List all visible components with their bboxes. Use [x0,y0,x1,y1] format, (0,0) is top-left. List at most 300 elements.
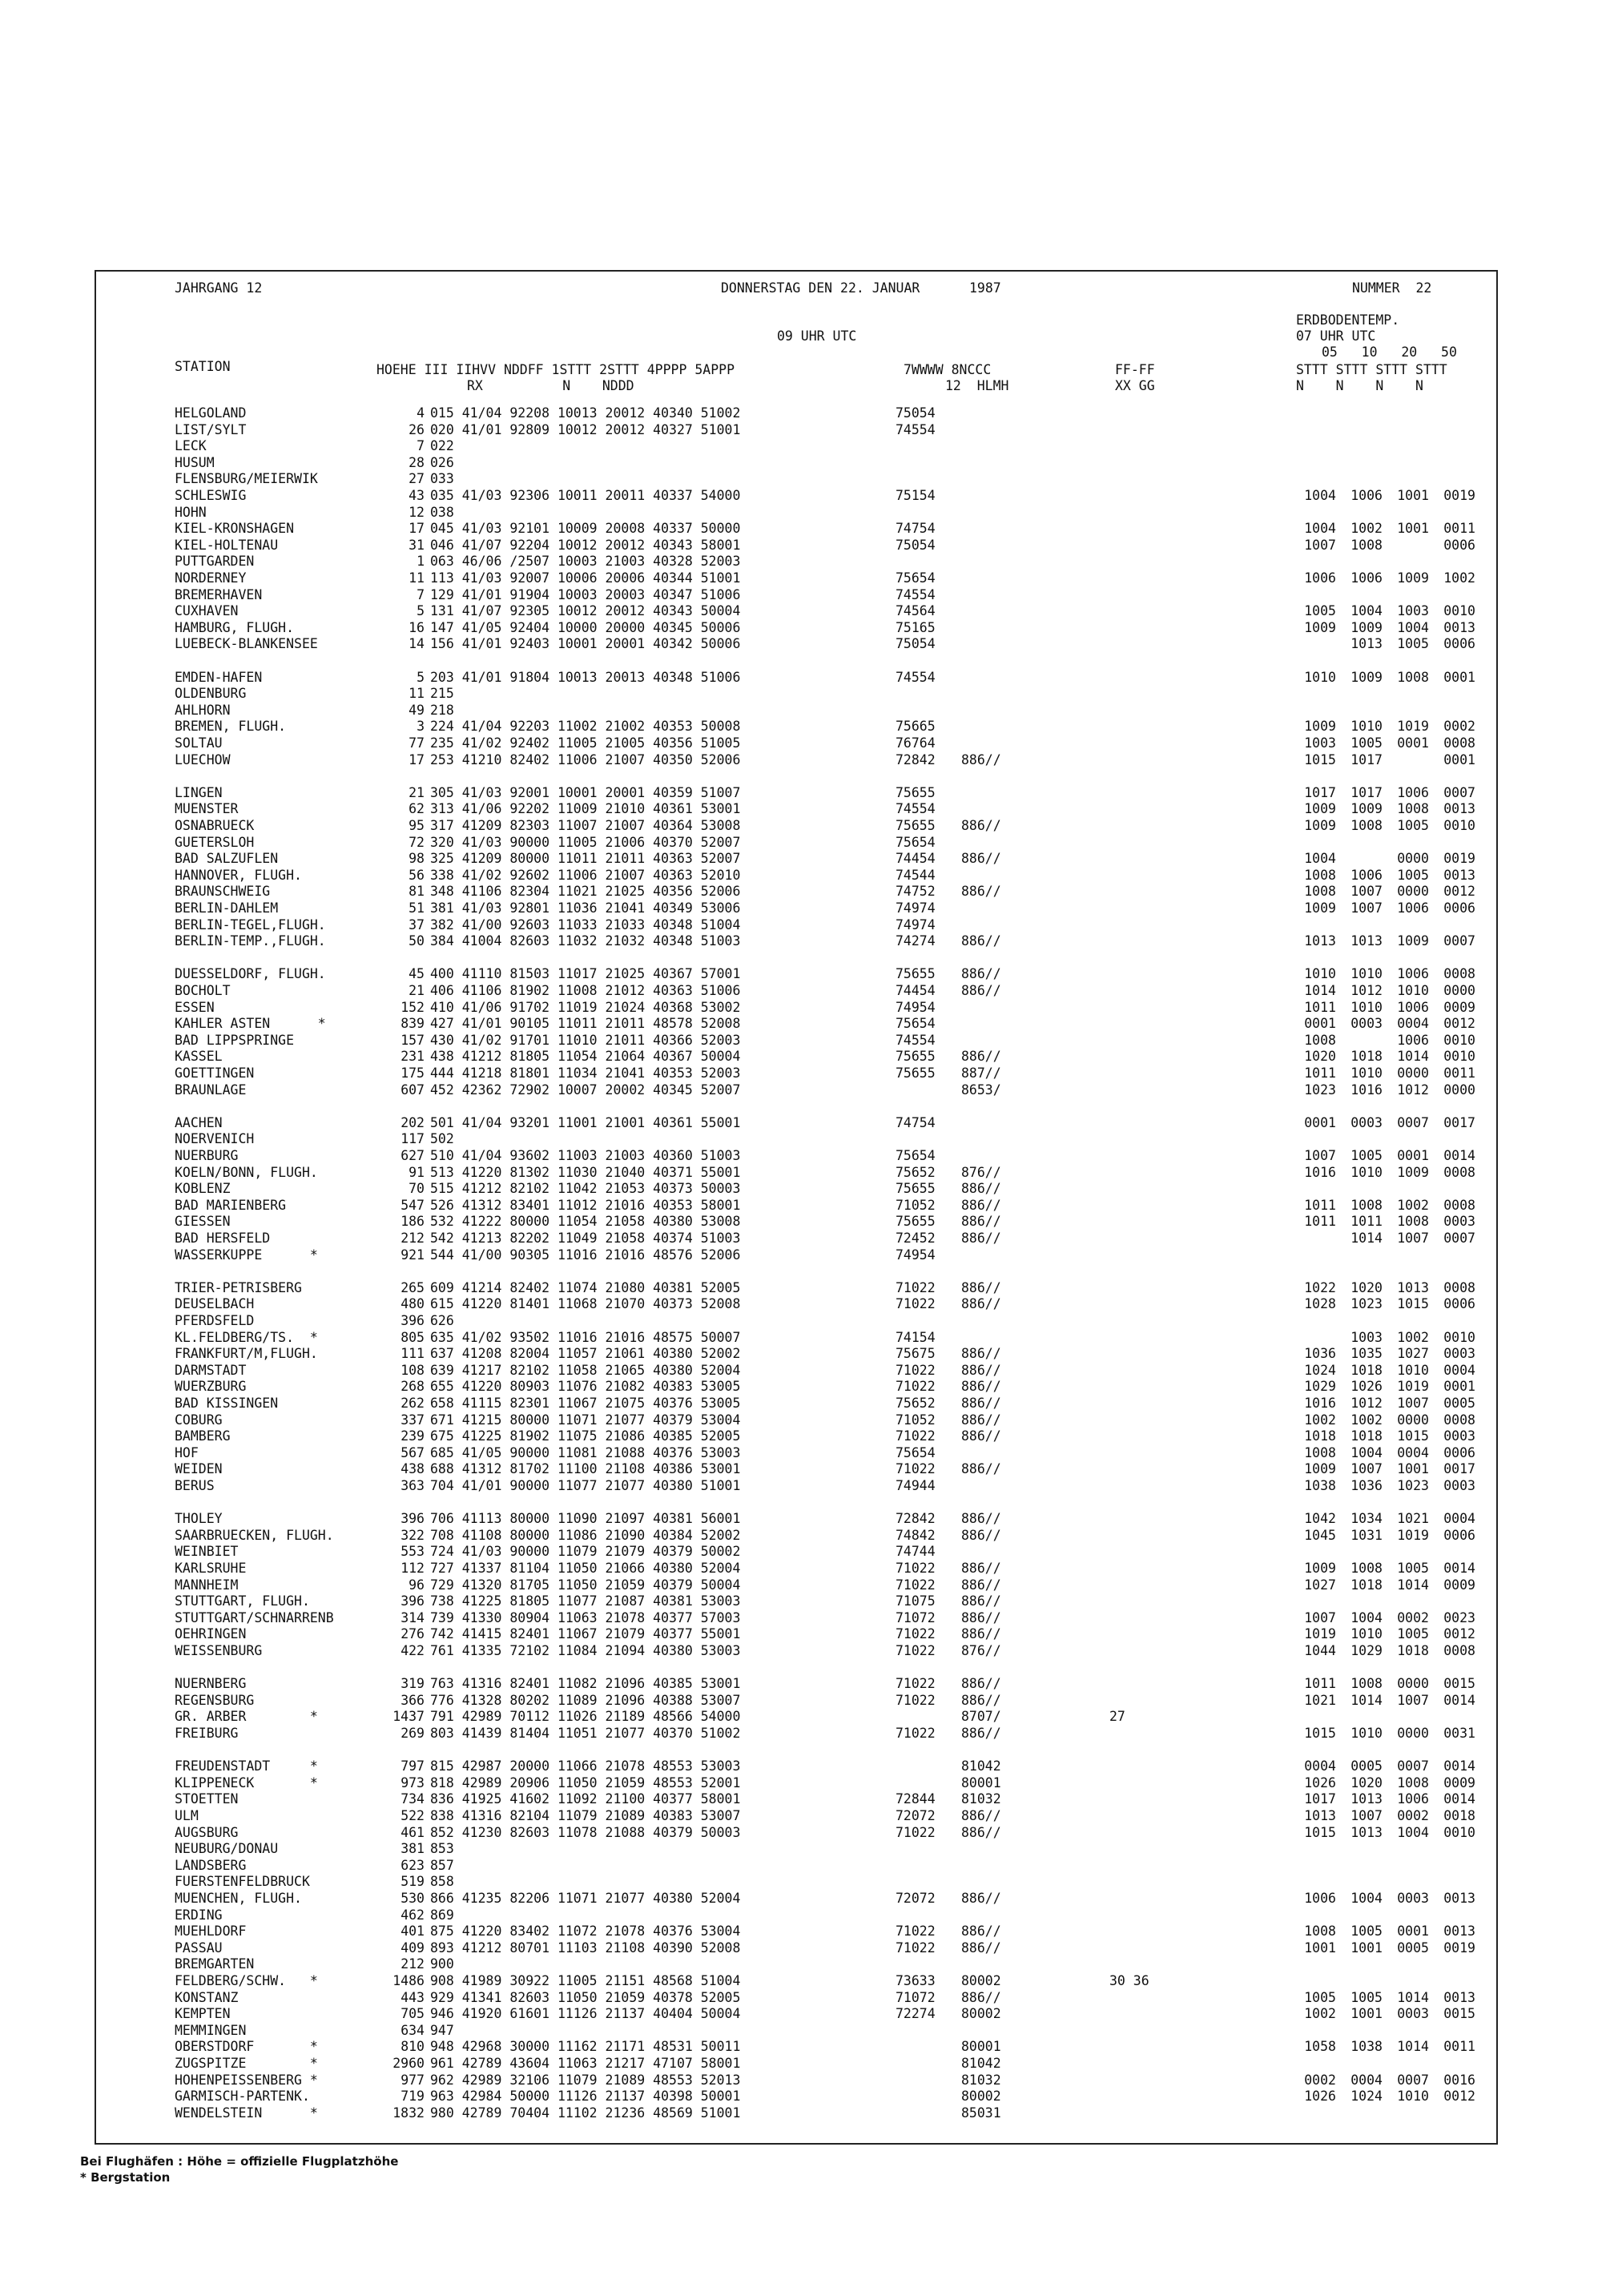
table-row [0,884,1602,900]
table-row [0,1874,1602,1890]
cloud-group: 80002 [961,1973,1001,1988]
soil-temp-20: 1005 [1397,867,1429,883]
weather-group: 74974 [896,900,936,916]
table-row [0,1033,1602,1049]
soil-temp-10: 1007 [1350,1461,1383,1477]
weather-group: 72072 [896,1891,936,1906]
station-name: BAD SALZUFLEN [175,851,279,867]
cloud-group: 80002 [961,2006,1001,2022]
station-height: 186 [400,1214,425,1230]
soil-temp-50: 0000 [1443,983,1475,998]
station-height: 401 [400,1923,425,1940]
soil-temp-50: 0013 [1443,619,1475,635]
soil-temp-20: 0004 [1397,1444,1429,1460]
cloud-group: 886// [961,1197,1001,1213]
station-height: 719 [400,2089,425,2105]
soil-temp-50: 0010 [1443,1824,1475,1840]
soil-temp-50: 0006 [1443,1444,1475,1460]
weather-group: 74754 [896,1114,936,1130]
obs-time: 09 UHR UTC [777,328,857,344]
cloud-group: 886// [961,1593,1001,1609]
station-height: 157 [400,1032,425,1048]
soil-temp-05: 1038 [1304,1478,1336,1493]
weather-group: 74754 [896,521,936,537]
table-row [0,488,1602,504]
station-name: REGENSBURG [175,1692,255,1708]
soil-temp-10: 1018 [1350,1428,1383,1444]
soil-temp-20: 1014 [1397,1989,1429,2005]
soil-temp-05: 1015 [1304,751,1336,767]
soil-temp-50: 0015 [1443,1676,1475,1692]
soil-temp-50: 0006 [1443,1527,1475,1543]
station-name: MEMMINGEN [175,2022,247,2038]
cloud-group: 81032 [961,2072,1001,2088]
station-height: 623 [400,1857,425,1873]
station-name: ERDING [175,1907,223,1923]
synop-groups: 156 41/01 92403 10001 20001 40342 50006 [430,636,741,652]
table-row [0,1049,1602,1065]
station-height: 31 [409,537,425,553]
station-height: 443 [400,1989,425,2005]
code-subheader: RX N NDDD [467,378,634,393]
soil-temp-20: 1007 [1397,1231,1429,1246]
weather-group: 71022 [896,1461,936,1477]
soil-temp-50: 0006 [1443,537,1475,553]
soil-temp-20: 0000 [1397,1726,1429,1741]
synop-groups: 818 42989 20906 11050 21059 48553 52001 [430,1774,741,1790]
station-name: PFERDSFELD [175,1313,255,1328]
table-row [0,505,1602,521]
table-row [0,1181,1602,1197]
cloud-group: 886// [961,1577,1001,1593]
soil-temp-20: 1010 [1397,1362,1429,1378]
soil-temp-05: 1011 [1304,1197,1336,1213]
station-height: 519 [400,1874,425,1890]
synop-groups: 313 41/06 92202 11009 21010 40361 53001 [430,801,741,817]
soil-temp-10: 1018 [1350,1362,1383,1378]
station-header: STATION [175,359,231,374]
station-name: BAMBERG [175,1428,231,1444]
cloud-group: 81042 [961,1758,1001,1774]
synop-groups: 131 41/07 92305 10012 20012 40343 50004 [430,603,741,619]
footnote-mountain: * Bergstation [80,2170,171,2185]
soil-temp-05: 1023 [1304,1082,1336,1098]
synop-groups: 129 41/01 91904 10003 20003 40347 51006 [430,586,741,602]
soil-temp-50: 0006 [1443,1296,1475,1312]
station-name: FUERSTENFELDBRUCK [175,1874,310,1890]
code-header: HOEHE III IIHVV NDDFF 1STTT 2STTT 4PPPP 5APPP [376,362,735,377]
station-height: 1832 [392,2105,425,2121]
station-height: 72 [409,834,425,850]
soil-temp-50: 0003 [1443,1428,1475,1444]
station-height: 276 [400,1626,425,1642]
station-height: 268 [400,1379,425,1395]
table-row [0,735,1602,751]
station-name: KIEL-HOLTENAU [175,537,279,553]
soil-temp-50: 0005 [1443,1396,1475,1411]
soil-temp-50: 0001 [1443,751,1475,767]
soil-temp-20: 1014 [1397,2039,1429,2055]
soil-temp-20: 1007 [1397,1692,1429,1708]
soil-temp-20: 1009 [1397,570,1429,586]
table-row [0,1775,1602,1791]
soil-temp-20: 1002 [1397,1329,1429,1345]
soil-temp-20: 1005 [1397,818,1429,833]
station-name: BREMERHAVEN [175,586,263,602]
synop-groups: 452 42362 72902 10007 20002 40345 52007 [430,1082,741,1098]
table-row [0,1231,1602,1247]
soil-temp-10: 1006 [1350,570,1383,586]
station-name: WEISSENBURG [175,1643,263,1658]
synop-groups: 742 41415 82401 11067 21079 40377 55001 [430,1626,741,1642]
table-row [0,1000,1602,1016]
soil-temp-50: 0000 [1443,1082,1475,1098]
station-height: 98 [409,851,425,867]
soil-temp-05: 1011 [1304,1214,1336,1230]
station-name: AUGSBURG [175,1824,239,1840]
soil-temp-05: 1027 [1304,1577,1336,1593]
soil-temp-50: 0014 [1443,1561,1475,1576]
table-row [0,1346,1602,1362]
soil-temp-05: 1004 [1304,851,1336,867]
soil-temp-50: 0013 [1443,801,1475,817]
soil-temp-50: 0015 [1443,2006,1475,2022]
station-name: SOLTAU [175,735,223,751]
soil-temp-05: 1022 [1304,1279,1336,1295]
soil-temp-05: 1009 [1304,619,1336,635]
synop-groups: 410 41/06 91702 11019 21024 40368 53002 [430,999,741,1015]
cloud-group: 886// [961,1346,1001,1362]
soil-temp-05: 0002 [1304,2072,1336,2088]
soil-temp-05: 1005 [1304,603,1336,619]
station-height: 977 [400,2072,425,2088]
soil-temp-50: 0011 [1443,1065,1475,1081]
station-name: KIEL-KRONSHAGEN [175,521,295,537]
wx-header: 7WWWW 8NCCC [904,362,992,377]
station-height: 705 [400,2006,425,2022]
table-row [0,1643,1602,1659]
soil-temp-20: 1006 [1397,1032,1429,1048]
station-height: 422 [400,1643,425,1658]
synop-groups: 852 41230 82603 11078 21088 40379 50003 [430,1824,741,1840]
soil-temp-20: 1018 [1397,1643,1429,1658]
station-name: STUTTGART, FLUGH. [175,1593,310,1609]
station-height: 5 [417,669,425,685]
soil-temp-50: 0011 [1443,2039,1475,2055]
soil-temp-20: 1005 [1397,1561,1429,1576]
station-height: 269 [400,1726,425,1741]
soil-temp-10: 1003 [1350,1329,1383,1345]
synop-groups: 038 [430,504,454,520]
cloud-group: 886// [961,1428,1001,1444]
synop-groups: 961 42789 43604 11063 21217 47107 58001 [430,2056,741,2071]
station-name: WUERZBURG [175,1379,247,1395]
synop-groups: 348 41106 82304 11021 21025 40356 52006 [430,884,741,900]
synop-groups: 857 [430,1857,454,1873]
soil-temp-20: 0002 [1397,1609,1429,1625]
synop-groups: 501 41/04 93201 11001 21001 40361 55001 [430,1114,741,1130]
station-name: MANNHEIM [175,1577,239,1593]
table-row [0,1214,1602,1230]
weather-group: 71052 [896,1197,936,1213]
synop-groups: 708 41108 80000 11086 21090 40384 52002 [430,1527,741,1543]
table-row [0,620,1602,636]
table-row [0,1428,1602,1444]
soil-temp-20: 1003 [1397,603,1429,619]
synop-groups: 688 41312 81702 11100 21108 40386 53001 [430,1461,741,1477]
weather-group: 71072 [896,1989,936,2005]
synop-groups: 704 41/01 90000 11077 21077 40380 51001 [430,1478,741,1493]
station-height: 81 [409,884,425,900]
soil-temp-20: 1023 [1397,1478,1429,1493]
weather-group: 71022 [896,1692,936,1708]
synop-groups: 033 [430,471,454,487]
cloud-group: 876// [961,1164,1001,1180]
soil-temp-05: 1013 [1304,1808,1336,1823]
weather-group: 75654 [896,1148,936,1163]
station-name: GR. ARBER * [175,1709,318,1725]
station-name: HOHENPEISSENBERG * [175,2072,318,2088]
station-height: 56 [409,867,425,883]
table-row [0,851,1602,867]
soil-temp-10: 1036 [1350,1478,1383,1493]
soil-temp-05: 1006 [1304,1891,1336,1906]
soil-temp-10: 1024 [1350,2089,1383,2105]
cloud-group: 80002 [961,2089,1001,2105]
table-row [0,1726,1602,1742]
cloud-group: 886// [961,1412,1001,1428]
table-row [0,405,1602,421]
table-row [0,1891,1602,1907]
weather-group: 75054 [896,537,936,553]
station-height: 7 [417,586,425,602]
table-row [0,1165,1602,1181]
soil-temp-50: 0009 [1443,999,1475,1015]
synop-groups: 063 46/06 /2507 10003 21003 40328 52003 [430,554,741,570]
station-name: ESSEN [175,999,215,1015]
station-height: 96 [409,1577,425,1593]
weather-group: 74954 [896,999,936,1015]
soil-temp-20: 0003 [1397,2006,1429,2022]
station-height: 396 [400,1511,425,1527]
station-height: 337 [400,1412,425,1428]
soil-temp-10: 1018 [1350,1577,1383,1593]
soil-temp-50: 0004 [1443,1511,1475,1527]
cloud-group: 886// [961,1940,1001,1956]
soil-temp-20: 0000 [1397,1412,1429,1428]
soil-temp-05: 0004 [1304,1758,1336,1774]
cloud-group: 886// [961,1279,1001,1295]
station-height: 839 [400,1016,425,1032]
table-row [0,455,1602,471]
table-row [0,521,1602,537]
table-row [0,1940,1602,1956]
soil-temp-05: 1058 [1304,2039,1336,2055]
table-row [0,670,1602,686]
table-row [0,603,1602,619]
soil-temp-20: 0007 [1397,1114,1429,1130]
weather-group: 75655 [896,1181,936,1197]
station-name: KASSEL [175,1049,223,1065]
cloud-group: 886// [961,1511,1001,1527]
soil-temp-20: 0004 [1397,1016,1429,1032]
weather-group: 71022 [896,1577,936,1593]
synop-groups: 869 [430,1907,454,1923]
station-name: LECK [175,438,207,454]
wind-subheader: XX GG [1115,378,1155,393]
soil-temp-10: 1026 [1350,1379,1383,1395]
station-name: DUESSELDORF, FLUGH. [175,966,326,982]
weather-group: 72072 [896,1808,936,1823]
station-name: WASSERKUPPE * [175,1247,318,1263]
table-row [0,2105,1602,2121]
cloud-group: 886// [961,1049,1001,1065]
synop-groups: 438 41212 81805 11054 21064 40367 50004 [430,1049,741,1065]
soil-temp-50: 0004 [1443,1362,1475,1378]
wind-gust: 30 36 [1109,1973,1149,1988]
weather-group: 72452 [896,1231,936,1246]
soil-temp-10: 1013 [1350,636,1383,652]
soil-temp-10: 1005 [1350,1148,1383,1163]
soil-temp-50: 0002 [1443,719,1475,735]
soil-temp-05: 1008 [1304,867,1336,883]
station-height: 530 [400,1891,425,1906]
station-height: 567 [400,1444,425,1460]
table-row [0,703,1602,719]
soil-temp-20: 1001 [1397,1461,1429,1477]
synop-groups: 046 41/07 92204 10012 20012 40343 58001 [430,537,741,553]
soil-temp-50: 0007 [1443,784,1475,800]
synop-groups: 963 42984 50000 11126 21137 40398 50001 [430,2089,741,2105]
cloud-group: 886// [961,983,1001,998]
wind-gust: 27 [1109,1709,1125,1725]
soil-temp-20: 1007 [1397,1396,1429,1411]
soil-temp-20: 1006 [1397,966,1429,982]
station-name: NOERVENICH [175,1131,255,1147]
station-height: 607 [400,1082,425,1098]
soil-temp-50: 0006 [1443,900,1475,916]
soil-temp-10: 1008 [1350,1676,1383,1692]
soil-temp-05: 1018 [1304,1428,1336,1444]
synop-groups: 235 41/02 92402 11005 21005 40356 51005 [430,735,741,751]
soil-temp-50: 0010 [1443,818,1475,833]
table-row [0,1280,1602,1296]
station-height: 49 [409,702,425,718]
weather-group: 71052 [896,1412,936,1428]
soil-temp-10: 1014 [1350,1692,1383,1708]
weather-group: 74454 [896,851,936,867]
synop-groups: 675 41225 81902 11075 21086 40385 52005 [430,1428,741,1444]
soil-temp-20: 1019 [1397,1379,1429,1395]
weather-group: 74554 [896,669,936,685]
station-name: MUEHLDORF [175,1923,247,1940]
table-row [0,471,1602,487]
soil-temp-10: 1020 [1350,1279,1383,1295]
table-row [0,835,1602,851]
synop-groups: 020 41/01 92809 10012 20012 40327 51001 [430,421,741,437]
station-name: KL.FELDBERG/TS. * [175,1329,318,1345]
soil-temp-50: 0001 [1443,1379,1475,1395]
soil-temp-10: 1010 [1350,999,1383,1015]
table-row [0,818,1602,834]
soil-temp-20: 1010 [1397,983,1429,998]
station-name: WENDELSTEIN * [175,2105,318,2121]
soil-temp-50: 0010 [1443,1049,1475,1065]
weather-group: 75054 [896,636,936,652]
synop-groups: 706 41113 80000 11090 21097 40381 56001 [430,1511,741,1527]
station-name: BAD HERSFELD [175,1231,271,1246]
table-row [0,2072,1602,2089]
soil-temp-20: 0003 [1397,1891,1429,1906]
station-name: AHLHORN [175,702,231,718]
synop-groups: 637 41208 82004 11057 21061 40380 52002 [430,1346,741,1362]
table-row [0,1461,1602,1477]
weather-group: 74454 [896,983,936,998]
soil-temp-50: 0006 [1443,636,1475,652]
synop-groups: 908 41989 30922 11005 21151 48568 51004 [430,1973,741,1988]
station-name: STUTTGART/SCHNARRENB [175,1609,334,1625]
weather-group: 71072 [896,1609,936,1625]
weather-group: 74554 [896,801,936,817]
station-height: 70 [409,1181,425,1197]
volume-label: JAHRGANG 12 [175,280,263,296]
soil-temp-10: 1001 [1350,2006,1383,2022]
station-name: FRANKFURT/M,FLUGH. [175,1346,318,1362]
cloud-group: 886// [961,884,1001,900]
synop-groups: 962 42989 32106 11079 21089 48553 52013 [430,2072,741,2088]
station-height: 21 [409,983,425,998]
station-height: 1486 [392,1973,425,1988]
soil-temp-05: 1017 [1304,1791,1336,1807]
soil-temp-05: 1005 [1304,1989,1336,2005]
cloud-group: 886// [961,818,1001,833]
cloud-group: 80001 [961,1774,1001,1790]
soil-temp-20: 1008 [1397,1774,1429,1790]
soil-temp-20: 1014 [1397,1049,1429,1065]
station-name: NORDERNEY [175,570,247,586]
table-row [0,933,1602,949]
soil-temp-05: 1021 [1304,1692,1336,1708]
weather-group: 72842 [896,751,936,767]
soil-temp-50: 0008 [1443,966,1475,982]
table-row [0,1593,1602,1609]
station-height: 50 [409,933,425,949]
station-name: ULM [175,1808,199,1823]
station-name: KOELN/BONN, FLUGH. [175,1164,318,1180]
weather-group: 76764 [896,735,936,751]
soil-temp-10: 1008 [1350,537,1383,553]
weather-group: 71022 [896,1428,936,1444]
weather-group: 72842 [896,1511,936,1527]
station-name: BERUS [175,1478,215,1493]
table-row [0,1330,1602,1346]
station-name: DARMSTADT [175,1362,247,1378]
soil-temp-20: 1008 [1397,669,1429,685]
weather-group: 71022 [896,1279,936,1295]
station-height: 14 [409,636,425,652]
synop-groups: 320 41/03 90000 11005 21006 40370 52007 [430,834,741,850]
synop-groups: 305 41/03 92001 10001 20001 40359 51007 [430,784,741,800]
soil-temp-10: 1006 [1350,867,1383,883]
station-name: KEMPTEN [175,2006,231,2022]
station-height: 16 [409,619,425,635]
soil-temp-05: 1011 [1304,1676,1336,1692]
soil-temp-05: 1016 [1304,1396,1336,1411]
soil-temp-20: 0005 [1397,1940,1429,1956]
soil-temp-05: 1020 [1304,1049,1336,1065]
weather-group: 75675 [896,1346,936,1362]
cloud-group: 886// [961,1891,1001,1906]
